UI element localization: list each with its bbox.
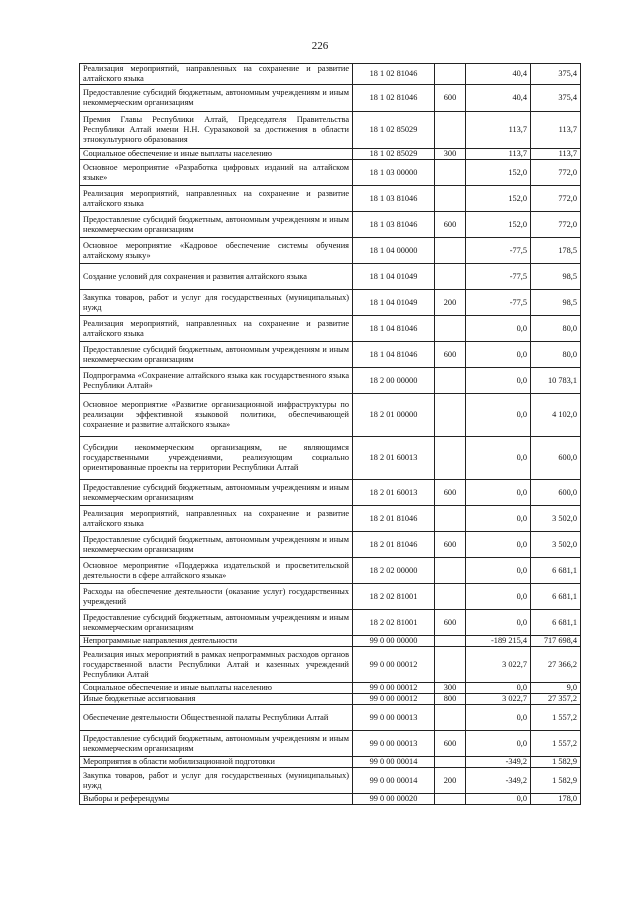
row-code-cell: 99 0 00 00020 xyxy=(353,794,435,805)
row-expense-type-cell xyxy=(435,112,466,149)
row-name-cell: Социальное обеспечение и иные выплаты населению xyxy=(80,149,353,160)
row-name-cell: Создание условий для сохранения и развития алтайского языка xyxy=(80,264,353,290)
row-expense-type-cell: 300 xyxy=(435,149,466,160)
row-code-cell: 99 0 00 00000 xyxy=(353,636,435,647)
table-row xyxy=(80,290,581,316)
row-total-cell: 1 557,2 xyxy=(531,705,581,731)
table-row xyxy=(80,506,581,532)
row-expense-type-cell: 200 xyxy=(435,768,466,794)
row-name-cell: Закупка товаров, работ и услуг для государственных (муниципальных) нужд xyxy=(80,290,353,316)
row-total-cell: 772,0 xyxy=(531,186,581,212)
row-expense-type-cell: 600 xyxy=(435,480,466,506)
table-row xyxy=(80,186,581,212)
row-code-cell: 18 1 02 81046 xyxy=(353,85,435,112)
row-code-cell: 99 0 00 00013 xyxy=(353,705,435,731)
table-row xyxy=(80,558,581,584)
row-code-cell: 18 2 01 81046 xyxy=(353,532,435,558)
table-row xyxy=(80,636,581,647)
row-total-cell: 6 681,1 xyxy=(531,558,581,584)
row-name-cell: Иные бюджетные ассигнования xyxy=(80,694,353,705)
row-name-cell: Расходы на обеспечение деятельности (оказание услуг) государственных учреждений xyxy=(80,584,353,610)
row-name-cell: Предоставление субсидий бюджетным, автономным учреждениям и иным некоммерческим организациям xyxy=(80,731,353,757)
row-total-cell: 6 681,1 xyxy=(531,584,581,610)
row-change-cell: 0,0 xyxy=(466,480,531,506)
row-name-cell: Предоставление субсидий бюджетным, автономным учреждениям и иным некоммерческим организациям xyxy=(80,532,353,558)
row-expense-type-cell: 800 xyxy=(435,694,466,705)
row-code-cell: 18 2 01 60013 xyxy=(353,480,435,506)
row-code-cell: 18 1 04 81046 xyxy=(353,316,435,342)
table-row xyxy=(80,794,581,805)
row-code-cell: 18 2 02 81001 xyxy=(353,584,435,610)
table-row xyxy=(80,437,581,480)
row-total-cell: 80,0 xyxy=(531,342,581,368)
row-expense-type-cell xyxy=(435,647,466,683)
row-change-cell: 152,0 xyxy=(466,212,531,238)
row-name-cell: Реализация мероприятий, направленных на сохранение и развитие алтайского языка xyxy=(80,186,353,212)
row-expense-type-cell: 300 xyxy=(435,683,466,694)
row-change-cell: 0,0 xyxy=(466,506,531,532)
row-change-cell: -349,2 xyxy=(466,757,531,768)
row-code-cell: 99 0 00 00012 xyxy=(353,694,435,705)
row-code-cell: 18 2 01 81046 xyxy=(353,506,435,532)
row-total-cell: 178,0 xyxy=(531,794,581,805)
row-total-cell: 375,4 xyxy=(531,85,581,112)
row-change-cell: 0,0 xyxy=(466,584,531,610)
row-change-cell: 0,0 xyxy=(466,532,531,558)
row-total-cell: 4 102,0 xyxy=(531,394,581,437)
row-total-cell: 113,7 xyxy=(531,149,581,160)
row-name-cell: Социальное обеспечение и иные выплаты населению xyxy=(80,683,353,694)
row-code-cell: 99 0 00 00014 xyxy=(353,757,435,768)
row-code-cell: 18 2 01 00000 xyxy=(353,394,435,437)
row-total-cell: 1 557,2 xyxy=(531,731,581,757)
row-code-cell: 99 0 00 00014 xyxy=(353,768,435,794)
row-code-cell: 18 2 00 00000 xyxy=(353,368,435,394)
row-code-cell: 99 0 00 00012 xyxy=(353,683,435,694)
table-row xyxy=(80,160,581,186)
row-change-cell: 152,0 xyxy=(466,186,531,212)
row-name-cell: Основное мероприятие «Поддержка издательской и просветительской деятельности в сфере алтайского языка» xyxy=(80,558,353,584)
row-code-cell: 18 1 02 85029 xyxy=(353,149,435,160)
row-change-cell: 0,0 xyxy=(466,437,531,480)
row-total-cell: 772,0 xyxy=(531,212,581,238)
row-code-cell: 18 1 04 01049 xyxy=(353,290,435,316)
row-expense-type-cell xyxy=(435,264,466,290)
row-change-cell: 113,7 xyxy=(466,149,531,160)
table-row xyxy=(80,112,581,149)
row-change-cell: -77,5 xyxy=(466,264,531,290)
row-expense-type-cell xyxy=(435,437,466,480)
row-name-cell: Предоставление субсидий бюджетным, автономным учреждениям и иным некоммерческим организациям xyxy=(80,610,353,636)
row-total-cell: 3 502,0 xyxy=(531,506,581,532)
row-expense-type-cell xyxy=(435,757,466,768)
row-expense-type-cell xyxy=(435,64,466,85)
row-change-cell: 3 022,7 xyxy=(466,694,531,705)
row-total-cell: 10 783,1 xyxy=(531,368,581,394)
row-total-cell: 600,0 xyxy=(531,437,581,480)
row-expense-type-cell xyxy=(435,368,466,394)
row-change-cell: 3 022,7 xyxy=(466,647,531,683)
row-change-cell: 0,0 xyxy=(466,342,531,368)
row-change-cell: 0,0 xyxy=(466,558,531,584)
row-change-cell: 40,4 xyxy=(466,64,531,85)
table-row xyxy=(80,149,581,160)
table-row xyxy=(80,264,581,290)
table-row xyxy=(80,705,581,731)
row-expense-type-cell: 600 xyxy=(435,342,466,368)
table-row xyxy=(80,647,581,683)
table-row xyxy=(80,85,581,112)
row-change-cell: 0,0 xyxy=(466,316,531,342)
row-code-cell: 18 1 03 81046 xyxy=(353,186,435,212)
page-number: 226 xyxy=(311,40,329,52)
row-total-cell: 113,7 xyxy=(531,112,581,149)
row-code-cell: 18 2 01 60013 xyxy=(353,437,435,480)
budget-table xyxy=(79,63,581,805)
row-change-cell: -77,5 xyxy=(466,238,531,264)
row-code-cell: 18 1 02 85029 xyxy=(353,112,435,149)
table-row xyxy=(80,368,581,394)
row-change-cell: 40,4 xyxy=(466,85,531,112)
row-change-cell: 152,0 xyxy=(466,160,531,186)
row-name-cell: Субсидии некоммерческим организациям, не являющимся государственными учреждениями, реализующим социально ориентированные проекты на территории Республики Алтай xyxy=(80,437,353,480)
row-code-cell: 18 2 02 81001 xyxy=(353,610,435,636)
row-total-cell: 27 357,2 xyxy=(531,694,581,705)
row-total-cell: 600,0 xyxy=(531,480,581,506)
row-name-cell: Реализация мероприятий, направленных на сохранение и развитие алтайского языка xyxy=(80,316,353,342)
row-total-cell: 98,5 xyxy=(531,264,581,290)
row-name-cell: Реализация иных мероприятий в рамках непрограммных расходов органов государственной власти Республики Алтай и казенных учреждений Республики Алтай xyxy=(80,647,353,683)
row-code-cell: 18 1 04 81046 xyxy=(353,342,435,368)
row-code-cell: 18 1 02 81046 xyxy=(353,64,435,85)
table-row xyxy=(80,238,581,264)
table-row xyxy=(80,731,581,757)
row-code-cell: 99 0 00 00013 xyxy=(353,731,435,757)
table-row xyxy=(80,532,581,558)
table-row xyxy=(80,64,581,85)
row-code-cell: 18 1 04 00000 xyxy=(353,238,435,264)
row-change-cell: -77,5 xyxy=(466,290,531,316)
row-name-cell: Мероприятия в области мобилизационной подготовки xyxy=(80,757,353,768)
row-name-cell: Непрограммные направления деятельности xyxy=(80,636,353,647)
row-name-cell: Подпрограмма «Сохранение алтайского языка как государственного языка Республики Алтай» xyxy=(80,368,353,394)
row-name-cell: Предоставление субсидий бюджетным, автономным учреждениям и иным некоммерческим организациям xyxy=(80,212,353,238)
row-name-cell: Реализация мероприятий, направленных на сохранение и развитие алтайского языка xyxy=(80,64,353,85)
row-expense-type-cell xyxy=(435,794,466,805)
row-code-cell: 99 0 00 00012 xyxy=(353,647,435,683)
row-total-cell: 375,4 xyxy=(531,64,581,85)
row-expense-type-cell: 600 xyxy=(435,610,466,636)
row-expense-type-cell xyxy=(435,558,466,584)
row-expense-type-cell xyxy=(435,636,466,647)
table-row xyxy=(80,342,581,368)
budget-table-body xyxy=(80,64,581,805)
row-change-cell: 113,7 xyxy=(466,112,531,149)
row-total-cell: 9,0 xyxy=(531,683,581,694)
row-change-cell: -349,2 xyxy=(466,768,531,794)
row-code-cell: 18 1 03 81046 xyxy=(353,212,435,238)
row-change-cell: -189 215,4 xyxy=(466,636,531,647)
row-expense-type-cell xyxy=(435,705,466,731)
row-name-cell: Основное мероприятие «Кадровое обеспечение системы обучения алтайскому языку» xyxy=(80,238,353,264)
row-total-cell: 1 582,9 xyxy=(531,768,581,794)
row-total-cell: 27 366,2 xyxy=(531,647,581,683)
row-name-cell: Предоставление субсидий бюджетным, автономным учреждениям и иным некоммерческим организациям xyxy=(80,342,353,368)
row-expense-type-cell xyxy=(435,506,466,532)
row-change-cell: 0,0 xyxy=(466,683,531,694)
row-name-cell: Выборы и референдумы xyxy=(80,794,353,805)
row-name-cell: Реализация мероприятий, направленных на сохранение и развитие алтайского языка xyxy=(80,506,353,532)
table-row xyxy=(80,694,581,705)
row-total-cell: 772,0 xyxy=(531,160,581,186)
table-row xyxy=(80,768,581,794)
table-row xyxy=(80,610,581,636)
table-row xyxy=(80,757,581,768)
row-change-cell: 0,0 xyxy=(466,610,531,636)
row-name-cell: Основное мероприятие «Развитие организационной инфраструктуры по реализации эффективной языковой политики, обеспечивающей сохранение и развитие алтайского языка» xyxy=(80,394,353,437)
row-expense-type-cell xyxy=(435,316,466,342)
row-name-cell: Предоставление субсидий бюджетным, автономным учреждениям и иным некоммерческим организациям xyxy=(80,85,353,112)
row-change-cell: 0,0 xyxy=(466,794,531,805)
row-expense-type-cell xyxy=(435,584,466,610)
row-total-cell: 717 698,4 xyxy=(531,636,581,647)
row-expense-type-cell: 600 xyxy=(435,85,466,112)
row-total-cell: 1 582,9 xyxy=(531,757,581,768)
row-expense-type-cell: 600 xyxy=(435,731,466,757)
row-total-cell: 178,5 xyxy=(531,238,581,264)
row-change-cell: 0,0 xyxy=(466,368,531,394)
row-code-cell: 18 1 04 01049 xyxy=(353,264,435,290)
table-row xyxy=(80,584,581,610)
row-code-cell: 18 1 03 00000 xyxy=(353,160,435,186)
row-expense-type-cell xyxy=(435,238,466,264)
table-row xyxy=(80,683,581,694)
table-row xyxy=(80,316,581,342)
row-name-cell: Предоставление субсидий бюджетным, автономным учреждениям и иным некоммерческим организациям xyxy=(80,480,353,506)
row-change-cell: 0,0 xyxy=(466,731,531,757)
row-expense-type-cell: 600 xyxy=(435,212,466,238)
row-name-cell: Обеспечение деятельности Общественной палаты Республики Алтай xyxy=(80,705,353,731)
row-expense-type-cell: 200 xyxy=(435,290,466,316)
row-expense-type-cell xyxy=(435,394,466,437)
row-expense-type-cell xyxy=(435,160,466,186)
table-row xyxy=(80,212,581,238)
row-total-cell: 3 502,0 xyxy=(531,532,581,558)
row-total-cell: 6 681,1 xyxy=(531,610,581,636)
row-total-cell: 80,0 xyxy=(531,316,581,342)
row-name-cell: Закупка товаров, работ и услуг для государственных (муниципальных) нужд xyxy=(80,768,353,794)
row-expense-type-cell xyxy=(435,186,466,212)
row-total-cell: 98,5 xyxy=(531,290,581,316)
row-name-cell: Основное мероприятие «Разработка цифровых изданий на алтайском языке» xyxy=(80,160,353,186)
table-row xyxy=(80,480,581,506)
table-row xyxy=(80,394,581,437)
row-change-cell: 0,0 xyxy=(466,394,531,437)
row-change-cell: 0,0 xyxy=(466,705,531,731)
row-name-cell: Премия Главы Республики Алтай, Председателя Правительства Республики Алтай имени Н.Н. Суразаковой за достижения в области этнокультурного образования xyxy=(80,112,353,149)
row-code-cell: 18 2 02 00000 xyxy=(353,558,435,584)
row-expense-type-cell: 600 xyxy=(435,532,466,558)
